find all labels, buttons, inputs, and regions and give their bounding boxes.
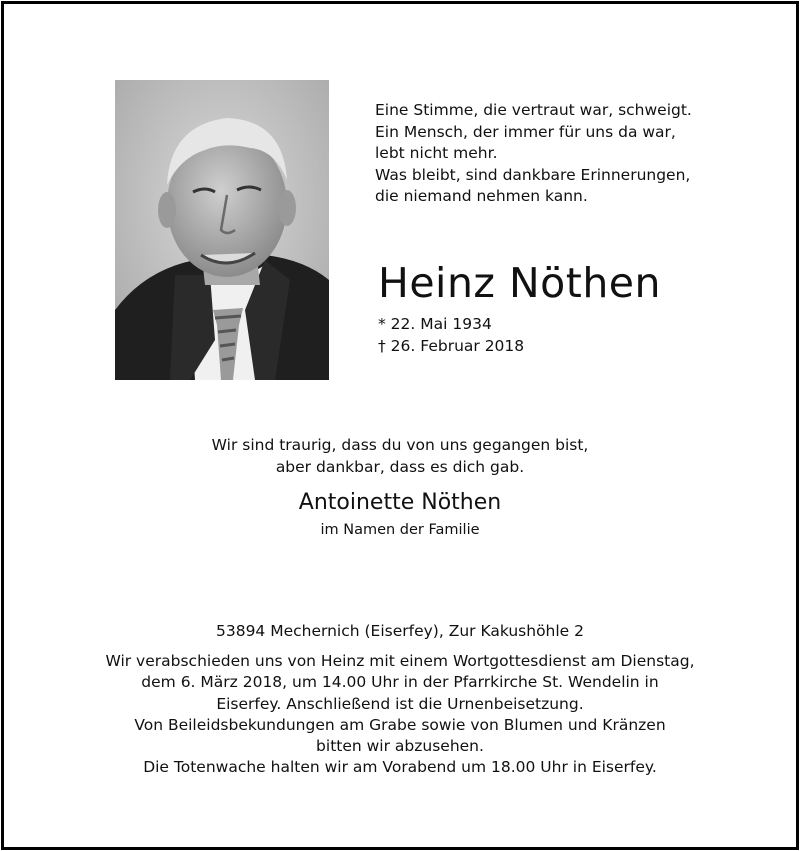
- funeral-notice: [0, 651, 800, 779]
- farewell-line: Wir sind traurig, dass du von uns gegangen bist,: [211, 436, 589, 454]
- memorial-poem: [375, 100, 715, 208]
- signer-subtitle: [0, 520, 800, 540]
- poem-line: Ein Mensch, der immer für uns da war,: [375, 122, 676, 141]
- poem-line: Was bleibt, sind dankbare Erinnerungen,: [375, 165, 691, 184]
- notice-line: Die Totenwache halten wir am Vorabend um 18.00 Uhr in Eiserfey.: [143, 758, 657, 777]
- signer-name-text: Antoinette Nöthen: [298, 490, 502, 515]
- death-date: † 26. Februar 2018: [378, 337, 525, 355]
- signer-name: [0, 487, 800, 519]
- address-text: 53894 Mechernich (Eiserfey), Zur Kakushöhle 2: [215, 622, 585, 640]
- portrait-photo: [115, 80, 329, 380]
- farewell-text: [0, 434, 800, 478]
- poem-line: Eine Stimme, die vertraut war, schweigt.: [375, 101, 692, 119]
- farewell-line: aber dankbar, dass es dich gab.: [275, 458, 525, 476]
- notice-line: Von Beileidsbekundungen am Grabe sowie von Blumen und Kränzen: [134, 715, 666, 734]
- notice-line: dem 6. März 2018, um 14.00 Uhr in der Pfarrkirche St. Wendelin in: [141, 673, 659, 692]
- poem-line: lebt nicht mehr.: [375, 144, 498, 162]
- life-dates: [378, 313, 524, 357]
- signer-subtitle-text: im Namen der Familie: [320, 522, 480, 538]
- notice-line: Wir verabschieden uns von Heinz mit einem Wortgottesdienst am Dienstag,: [105, 652, 695, 670]
- birth-date: * 22. Mai 1934: [378, 315, 492, 333]
- family-address: [0, 620, 800, 642]
- notice-line: Eiserfey. Anschließend ist die Urnenbeisetzung.: [216, 694, 584, 713]
- notice-line: bitten wir abzusehen.: [316, 737, 484, 756]
- deceased-name: Heinz Nöthen: [378, 259, 662, 307]
- poem-line: die niemand nehmen kann.: [375, 187, 588, 205]
